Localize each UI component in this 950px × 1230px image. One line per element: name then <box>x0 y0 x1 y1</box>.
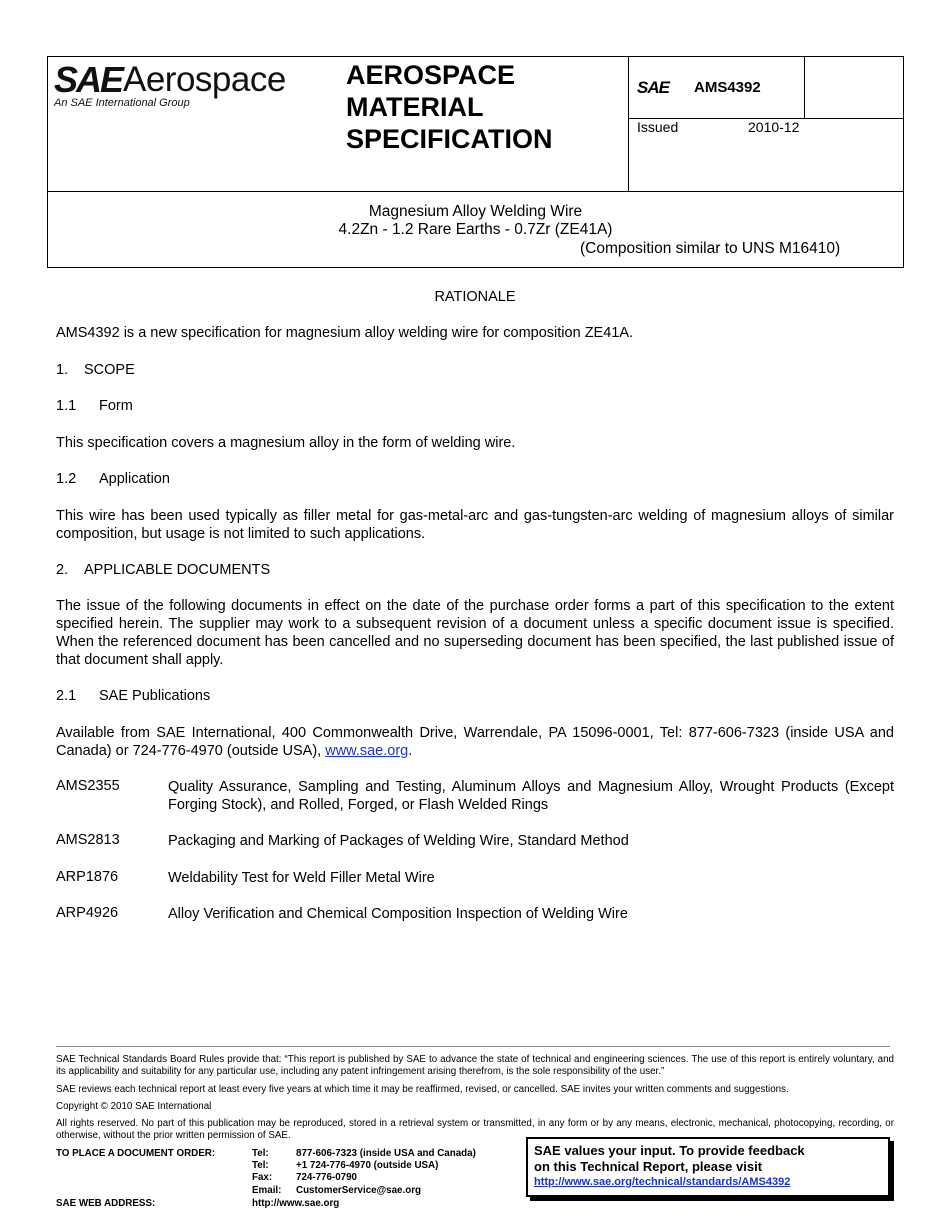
tel-value: 877-606-7323 (inside USA and Canada) <box>296 1148 476 1159</box>
rationale-heading: RATIONALE <box>434 289 516 305</box>
footer-divider <box>56 1046 890 1047</box>
fax-value: 724-776-0790 <box>296 1172 358 1183</box>
section-2-1-title: SAE Publications <box>99 688 211 704</box>
section-2-1-period: . <box>408 743 413 759</box>
divider <box>804 57 805 118</box>
divider <box>48 191 903 192</box>
divider <box>628 57 629 191</box>
reference-code: AMS2355 <box>56 778 120 794</box>
section-2-title: APPLICABLE DOCUMENTS <box>84 562 271 578</box>
feedback-link[interactable]: http://www.sae.org/technical/standards/AMS4392 <box>534 1176 791 1188</box>
web-label: SAE WEB ADDRESS: <box>56 1198 156 1209</box>
sae-logo-tagline: An SAE International Group <box>54 97 190 109</box>
section-1-1-number: 1.1 <box>56 398 77 414</box>
section-1-2-number: 1.2 <box>56 471 77 487</box>
order-label: TO PLACE A DOCUMENT ORDER: <box>56 1148 216 1159</box>
sae-mini-logo: SAE <box>637 78 669 97</box>
document-number: AMS4392 <box>694 79 761 96</box>
feedback-line-1: SAE values your input. To provide feedback <box>534 1143 805 1158</box>
section-2-1-text <box>56 724 894 760</box>
sae-website-link[interactable]: www.sae.org <box>325 743 409 759</box>
review-note: SAE reviews each technical report at least every five years at which time it may be reaffirmed, revised, or cancelled. SAE invites your written comments and suggestions. <box>56 1084 789 1095</box>
section-1-1-text: This specification covers a magnesium alloy in the form of welding wire. <box>56 435 516 451</box>
title-line: MATERIAL <box>346 92 484 122</box>
section-1-2-title: Application <box>99 471 170 487</box>
section-2-text: The issue of the following documents in effect on the date of the purchase order forms a part of this specification to the extent specified herein. The supplier may work to a subsequent revision of a document unless a specific document issue is specified. When the referenced document has been cancelled and no superseding document has been specified, the last published issue of that document shall apply. <box>56 598 894 668</box>
email-value[interactable]: CustomerService@sae.org <box>296 1185 421 1196</box>
reference-title: Quality Assurance, Sampling and Testing, Aluminum Alloys and Magnesium Alloy, Wrought Products (Except Forging Stock), and Rolled, Forged, or Flash Welded Rings <box>168 779 894 813</box>
tel2-value: +1 724-776-4970 (outside USA) <box>296 1160 439 1171</box>
fax-label: Fax: <box>252 1172 273 1183</box>
reference-code: AMS2813 <box>56 832 120 848</box>
reference-title: Alloy Verification and Chemical Composition Inspection of Welding Wire <box>168 906 628 922</box>
section-2-1-number: 2.1 <box>56 688 77 704</box>
section-1-2-text: This wire has been used typically as filler metal for gas-metal-arc and gas-tungsten-arc welding of magnesium alloys of similar composition, but usage is not limited to such applications. <box>56 508 894 542</box>
reference-code: ARP1876 <box>56 869 119 885</box>
section-1-title: SCOPE <box>84 362 135 378</box>
document-composition: 4.2Zn - 1.2 Rare Earths - 0.7Zr (ZE41A) <box>338 221 613 238</box>
issued-date: 2010-12 <box>748 119 800 135</box>
spec-type-title <box>346 59 553 155</box>
rationale-text: AMS4392 is a new specification for magnesium alloy welding wire for composition ZE41A. <box>56 325 634 341</box>
reference-code: ARP4926 <box>56 905 119 921</box>
sae-logo-wordmark: Aerospace <box>123 60 286 99</box>
title-line: AEROSPACE <box>346 60 516 90</box>
section-2-number: 2. <box>56 562 69 578</box>
section-1-1-title: Form <box>99 398 133 414</box>
email-label: Email: <box>252 1185 282 1196</box>
reference-title: Packaging and Marking of Packages of Welding Wire, Standard Method <box>168 833 629 849</box>
section-1-number: 1. <box>56 362 69 378</box>
feedback-box <box>526 1137 890 1197</box>
copyright-note: Copyright © 2010 SAE International <box>56 1101 212 1112</box>
tel-label: Tel: <box>252 1148 269 1159</box>
title-line: SPECIFICATION <box>346 124 553 154</box>
feedback-line-2: on this Technical Report, please visit <box>534 1159 763 1174</box>
issued-label: Issued <box>637 119 679 135</box>
document-title: Magnesium Alloy Welding Wire <box>368 203 583 220</box>
board-rules-note: SAE Technical Standards Board Rules provide that: “This report is published by SAE to advance the state of technical and engineering sciences. The use of this report is entirely voluntary, and its applicability and suitability for any particular use, including any patent infringement arising therefrom, is the sole responsibility of the user.” <box>56 1054 894 1077</box>
rights-note: All rights reserved. No part of this publication may be reproduced, stored in a retrieval system or transmitted, in any form or by any means, electronic, mechanical, photocopying, recording, or otherwise, without the prior written permission of SAE. <box>56 1118 894 1141</box>
reference-title: Weldability Test for Weld Filler Metal Wire <box>168 870 435 886</box>
document-uns-note: (Composition similar to UNS M16410) <box>580 240 841 257</box>
sae-logo-mark: SAE <box>54 59 123 100</box>
web-value[interactable]: http://www.sae.org <box>252 1198 340 1209</box>
section-2-1-body: Available from SAE International, 400 Commonwealth Drive, Warrendale, PA 15096-0001, Tel: 877-606-7323 (inside USA and Canada) or 724-776-4970 (outside USA), <box>56 725 894 759</box>
header-table <box>47 56 904 268</box>
feedback-box-inner <box>528 1139 888 1195</box>
tel2-label: Tel: <box>252 1160 269 1171</box>
